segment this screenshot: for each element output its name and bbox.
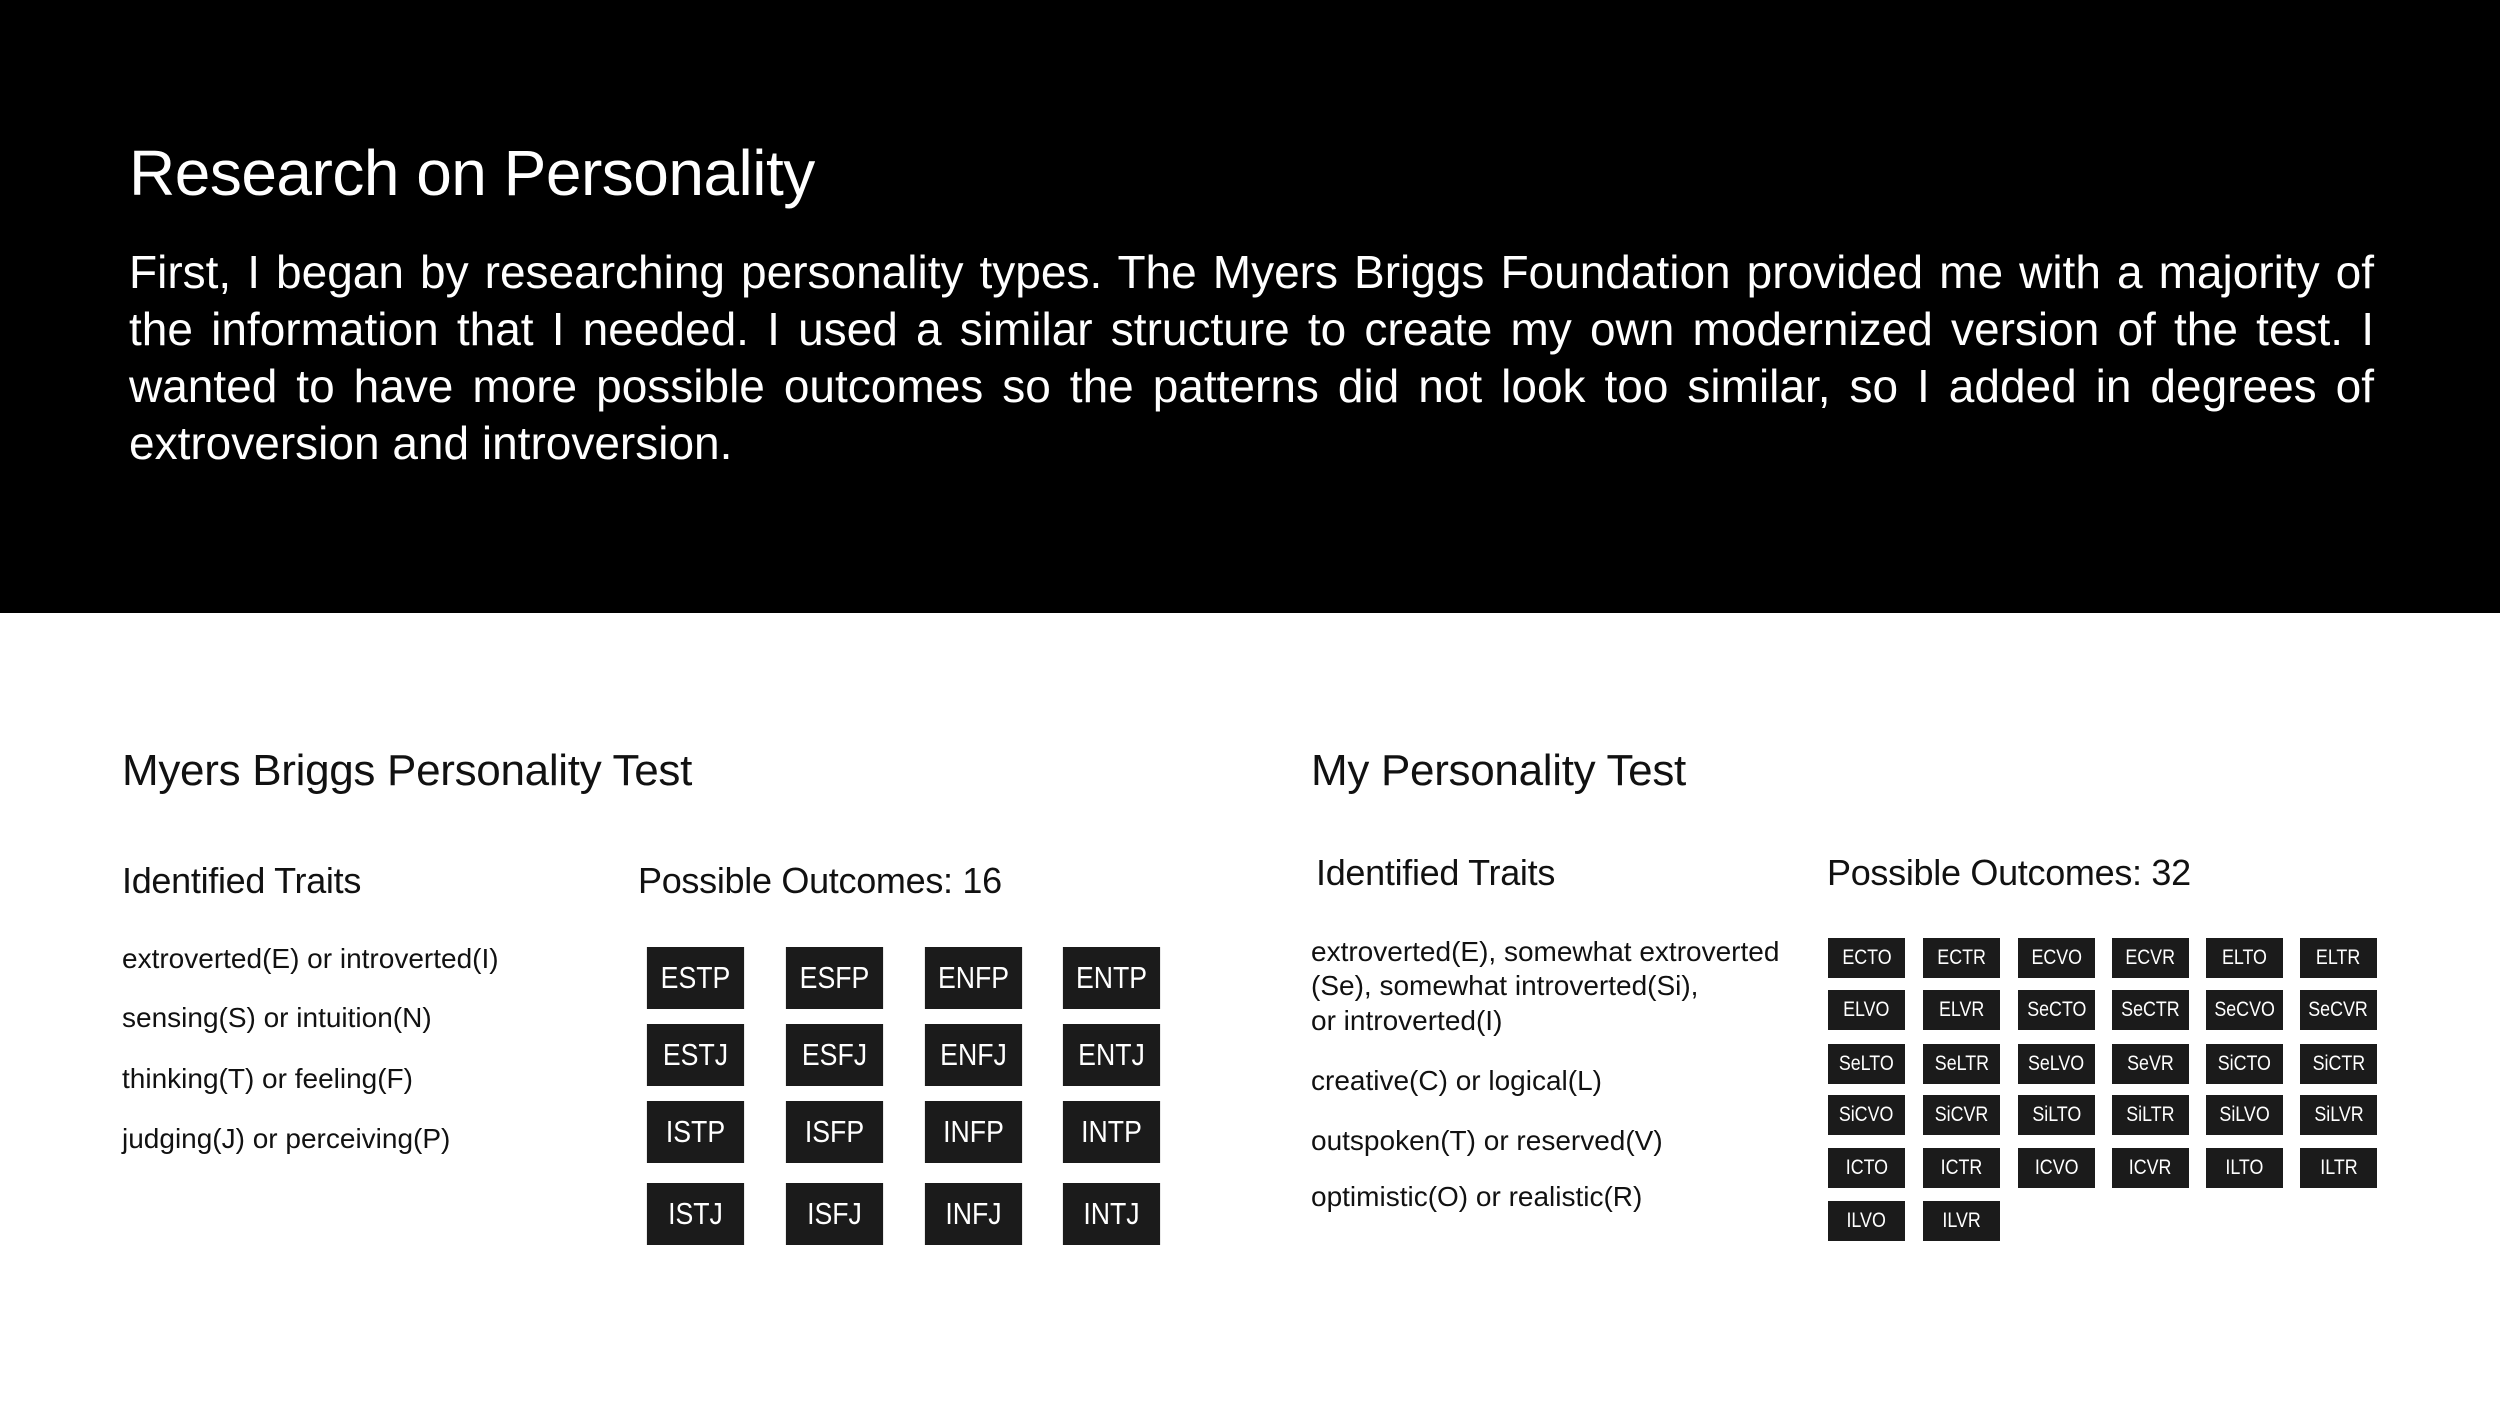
outcome-code: ELTO — [2222, 946, 2267, 969]
outcome-code: ELVR — [1938, 998, 1985, 1021]
mbti-outcome-badge: INTP — [1063, 1101, 1160, 1163]
my-test-outcome-badge — [2206, 1148, 2283, 1188]
my-test-outcome-badge — [2112, 990, 2189, 1030]
outcome-code: SiCTR — [2312, 1052, 2365, 1075]
mbti-trait: extroverted(E) or introverted(I) — [122, 943, 499, 974]
mbti-outcome-badge: ESFJ — [786, 1024, 883, 1086]
outcome-code: SiCVR — [1934, 1103, 1989, 1126]
outcome-code: SeCVR — [2308, 998, 2369, 1021]
my-test-outcome-badge — [2018, 1044, 2095, 1084]
outcome-code: ILVR — [1942, 1209, 1981, 1232]
my-test-outcome-badge — [2018, 990, 2095, 1030]
outcome-code: SeCVO — [2214, 998, 2275, 1021]
outcome-code: SiLTR — [2126, 1103, 2175, 1126]
my-test-outcome-badge — [1828, 1148, 1905, 1188]
mbti-outcome-badge: ISFJ — [786, 1183, 883, 1245]
mbti-trait: sensing(S) or intuition(N) — [122, 1002, 432, 1033]
outcome-code: SeCTR — [2121, 998, 2180, 1021]
mbti-outcome-badge: ENFJ — [925, 1024, 1022, 1086]
outcome-code: ICTO — [1845, 1156, 1888, 1179]
mbti-outcome-badge: INTJ — [1063, 1183, 1160, 1245]
my-test-outcome-badge — [1923, 1044, 2000, 1084]
outcome-code: ECTO — [1841, 946, 1892, 969]
my-test-outcome-badge — [2300, 1148, 2377, 1188]
my-test-outcome-badge — [1923, 938, 2000, 978]
outcome-code: ILTO — [2225, 1156, 2264, 1179]
intro-paragraph: First, I began by researching personality types. The Myers Briggs Foundation provided me with a majority of the information that I needed. I used a similar structure to create my own modernized version of the test. I wanted to have more possible outcomes so the patterns did not look too similar, so I added in degrees of extroversion and introversion. — [129, 246, 2374, 469]
mbti-trait: thinking(T) or feeling(F) — [122, 1063, 413, 1094]
my-test-trait: optimistic(O) or realistic(R) — [1311, 1181, 1643, 1212]
outcome-code: SeLTR — [1934, 1052, 1989, 1075]
my-test-trait: outspoken(T) or reserved(V) — [1311, 1125, 1663, 1156]
my-test-outcome-badge — [2300, 990, 2377, 1030]
my-test-traits-heading: Identified Traits — [1316, 852, 1556, 893]
my-test-outcome-badge — [1828, 1095, 1905, 1135]
mbti-outcome-badge: ISTP — [647, 1101, 744, 1163]
outcome-code: ECVR — [2125, 946, 2176, 969]
my-test-outcome-badge — [2112, 1044, 2189, 1084]
my-test-outcome-badge — [2206, 1095, 2283, 1135]
my-test-outcome-badge — [2112, 938, 2189, 978]
mbti-outcome-badge: INFP — [925, 1101, 1022, 1163]
my-test-outcome-badge — [2018, 1095, 2095, 1135]
my-test-trait: or introverted(I) — [1311, 1005, 1503, 1036]
outcome-code: SeCTO — [2026, 998, 2087, 1021]
my-test-outcome-badge — [2112, 1148, 2189, 1188]
mbti-outcome-badge: INFJ — [925, 1183, 1022, 1245]
mbti-traits-heading: Identified Traits — [122, 860, 362, 901]
my-test-outcome-badge — [2018, 938, 2095, 978]
mbti-outcome-badge: ESTP — [647, 947, 744, 1009]
outcome-code: ICVR — [2129, 1156, 2172, 1179]
mbti-outcome-badge: ISTJ — [647, 1183, 744, 1245]
my-test-outcome-badge — [1923, 1095, 2000, 1135]
outcome-code: SiLVO — [2219, 1103, 2270, 1126]
mbti-outcome-badge: ESFP — [786, 947, 883, 1009]
my-test-outcome-badge — [1923, 1148, 2000, 1188]
outcome-code: SiLVR — [2313, 1103, 2364, 1126]
outcome-code: ECVO — [2031, 946, 2082, 969]
my-test-outcome-badge — [2206, 938, 2283, 978]
my-test-outcomes-heading: Possible Outcomes: 32 — [1827, 852, 2191, 893]
page-title: Research on Personality — [129, 137, 815, 209]
outcome-code: SeVR — [2127, 1052, 2174, 1075]
my-test-outcome-badge — [2112, 1095, 2189, 1135]
my-test-outcome-badge — [1828, 1044, 1905, 1084]
outcome-code: ELVO — [1843, 998, 1890, 1021]
outcome-code: SiCVO — [1839, 1103, 1894, 1126]
my-test-section-title: My Personality Test — [1311, 746, 1686, 795]
outcome-code: SeLTO — [1839, 1052, 1894, 1075]
my-test-outcome-badge — [2300, 938, 2377, 978]
mbti-outcome-badge: ENFP — [925, 947, 1022, 1009]
mbti-outcome-badge: ENTJ — [1063, 1024, 1160, 1086]
my-test-trait: creative(C) or logical(L) — [1311, 1065, 1602, 1096]
my-test-trait: (Se), somewhat introverted(Si), — [1311, 970, 1699, 1001]
mbti-outcomes-heading: Possible Outcomes: 16 — [638, 860, 1002, 901]
outcome-code: ILVO — [1846, 1209, 1887, 1232]
outcome-code: SeLVO — [2028, 1052, 2085, 1075]
outcome-code: ECTR — [1937, 946, 1986, 969]
outcome-code: ICTR — [1940, 1156, 1983, 1179]
mbti-trait: judging(J) or perceiving(P) — [122, 1123, 451, 1154]
outcome-code: ELTR — [2316, 946, 2361, 969]
mbti-outcome-badge: ESTJ — [647, 1024, 744, 1086]
my-test-outcome-badge — [1828, 990, 1905, 1030]
my-test-outcome-badge — [2018, 1148, 2095, 1188]
my-test-trait: extroverted(E), somewhat extroverted — [1311, 936, 1780, 967]
mbti-outcome-badge: ENTP — [1063, 947, 1160, 1009]
mbti-section-title: Myers Briggs Personality Test — [122, 746, 693, 795]
outcome-code: SiLTO — [2032, 1103, 2081, 1126]
my-test-outcome-badge — [1923, 1201, 2000, 1241]
my-test-outcome-badge — [2300, 1044, 2377, 1084]
my-test-outcome-badge — [2206, 990, 2283, 1030]
my-test-outcome-badge — [1828, 1201, 1905, 1241]
my-test-outcome-badge — [1923, 990, 2000, 1030]
my-test-outcome-badge — [1828, 938, 1905, 978]
outcome-code: SiCTO — [2217, 1052, 2272, 1075]
my-test-outcome-badge — [2206, 1044, 2283, 1084]
my-test-outcome-badge — [2300, 1095, 2377, 1135]
outcome-code: ILTR — [2319, 1156, 2358, 1179]
header-banner — [0, 0, 2500, 613]
outcome-code: ICVO — [2034, 1156, 2079, 1179]
mbti-outcome-badge: ISFP — [786, 1101, 883, 1163]
